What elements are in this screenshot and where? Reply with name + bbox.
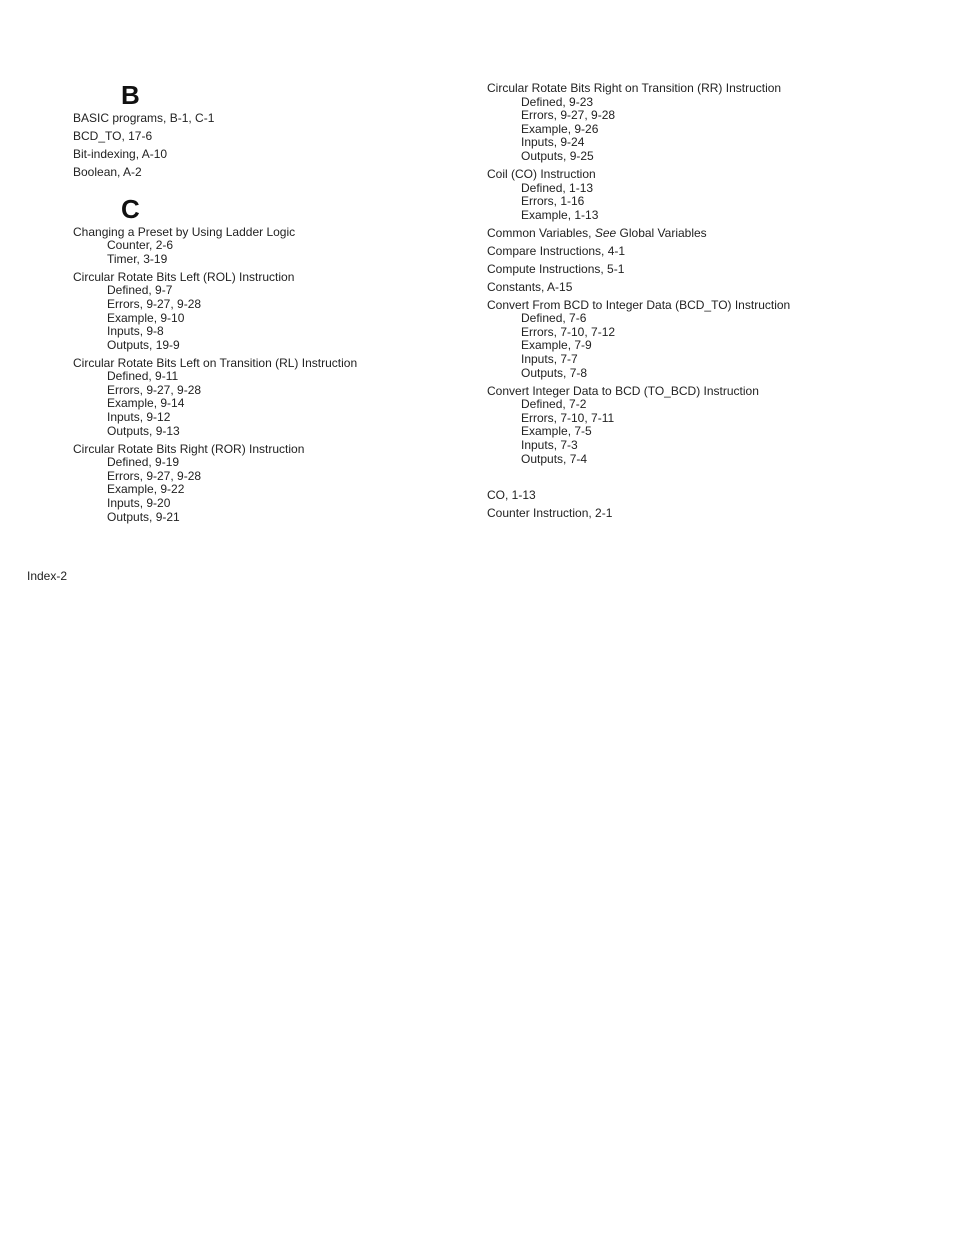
entry-sub: Outputs, 9-21 [107, 509, 180, 524]
index-entry [73, 148, 463, 162]
entry-sub: Defined, 9-11 [107, 369, 179, 384]
index-entry [73, 443, 463, 525]
entry-sub: Inputs, 7-3 [521, 437, 578, 452]
entry-sub: Outputs, 19-9 [107, 337, 180, 352]
entry-sub: Counter, 2-6 [107, 238, 174, 253]
index-entry [73, 166, 463, 180]
entry-sub: Example, 9-26 [521, 121, 599, 136]
entry-main: BCD_TO, 17-6 [73, 128, 153, 143]
entry-main-target: Global Variables [616, 225, 707, 240]
entry-main: Boolean, A-2 [73, 164, 142, 179]
index-left-column [73, 82, 463, 529]
entry-main: Bit-indexing, A-10 [73, 146, 168, 161]
entry-main: Circular Rotate Bits Left on Transition (RL) Instruction [73, 355, 358, 370]
entry-sub: Defined, 7-2 [521, 397, 587, 412]
entry-sub: Defined, 7-6 [521, 311, 587, 326]
index-entry [487, 299, 927, 381]
index-entry [73, 271, 463, 353]
entry-gap [487, 471, 927, 489]
entry-main: Coil (CO) Instruction [487, 166, 596, 181]
index-entry [73, 130, 463, 144]
entry-main: Counter Instruction, 2-1 [487, 505, 613, 520]
index-entry [487, 82, 927, 164]
entry-main: Circular Rotate Bits Right on Transition (RR) Instruction [487, 81, 782, 95]
entry-sub: Outputs, 9-13 [107, 423, 180, 438]
see-reference: See [594, 225, 617, 240]
index-entry [73, 226, 463, 267]
index-entry [487, 489, 927, 503]
entry-sub: Errors, 9-27, 9-28 [107, 382, 202, 397]
index-right-column [487, 82, 927, 525]
entry-sub: Example, 1-13 [521, 207, 599, 222]
section-letter-b: B [121, 80, 140, 110]
entry-main: Constants, A-15 [487, 279, 573, 294]
entry-sub: Defined, 9-7 [107, 283, 173, 298]
entry-main [487, 227, 927, 241]
entry-sub: Inputs, 9-12 [107, 410, 171, 425]
entry-sub: Inputs, 9-8 [107, 324, 164, 339]
entry-sub: Defined, 9-23 [521, 94, 594, 109]
entry-sub: Errors, 9-27, 9-28 [107, 296, 202, 311]
entry-sub: Defined, 1-13 [521, 180, 594, 195]
entry-main: BASIC programs, B-1, C-1 [73, 111, 215, 125]
entry-main-text: Common Variables, [487, 225, 595, 240]
entry-sub: Timer, 3-19 [107, 251, 168, 266]
entry-main: Changing a Preset by Using Ladder Logic [73, 224, 296, 239]
entry-main: Circular Rotate Bits Left (ROL) Instruction [73, 269, 295, 284]
entry-sub: Errors, 7-10, 7-12 [521, 324, 616, 339]
section-letter-c: C [121, 193, 140, 224]
entry-sub: Example, 9-22 [107, 482, 185, 497]
index-entry [487, 227, 927, 241]
entry-sub: Errors, 1-16 [521, 194, 585, 209]
entry-sub: Outputs, 7-8 [521, 365, 588, 380]
entry-sub: Errors, 9-27, 9-28 [107, 468, 202, 483]
entry-sub: Errors, 9-27, 9-28 [521, 108, 616, 123]
entry-sub: Example, 9-10 [107, 310, 185, 325]
index-entry [487, 245, 927, 259]
entry-main: Circular Rotate Bits Right (ROR) Instruction [73, 441, 305, 456]
entry-main: CO, 1-13 [487, 487, 536, 502]
index-entry [487, 507, 927, 521]
entry-sub: Defined, 9-19 [107, 455, 180, 470]
entry-sub: Inputs, 7-7 [521, 352, 578, 367]
entry-sub: Inputs, 9-20 [107, 496, 171, 510]
page-number: Index-2 [27, 569, 68, 583]
entry-sub: Outputs, 9-25 [521, 148, 594, 163]
entry-main: Compare Instructions, 4-1 [487, 243, 626, 258]
entry-sub: Errors, 7-10, 7-11 [521, 410, 615, 425]
index-entry [73, 357, 463, 439]
entry-sub: Example, 7-9 [521, 338, 592, 353]
index-entry [487, 385, 927, 467]
entry-sub: Example, 9-14 [107, 396, 185, 411]
entry-sub: Inputs, 9-24 [521, 135, 585, 150]
index-entry [487, 168, 927, 222]
index-entry [487, 281, 927, 295]
entry-sub: Example, 7-5 [521, 424, 592, 439]
entry-sub: Outputs, 7-4 [521, 451, 588, 466]
entry-main: Convert From BCD to Integer Data (BCD_TO) Instruction [487, 297, 791, 312]
entry-main: Compute Instructions, 5-1 [487, 261, 625, 276]
index-entry [487, 263, 927, 277]
entry-main: Convert Integer Data to BCD (TO_BCD) Instruction [487, 383, 759, 398]
index-entry [73, 112, 463, 126]
